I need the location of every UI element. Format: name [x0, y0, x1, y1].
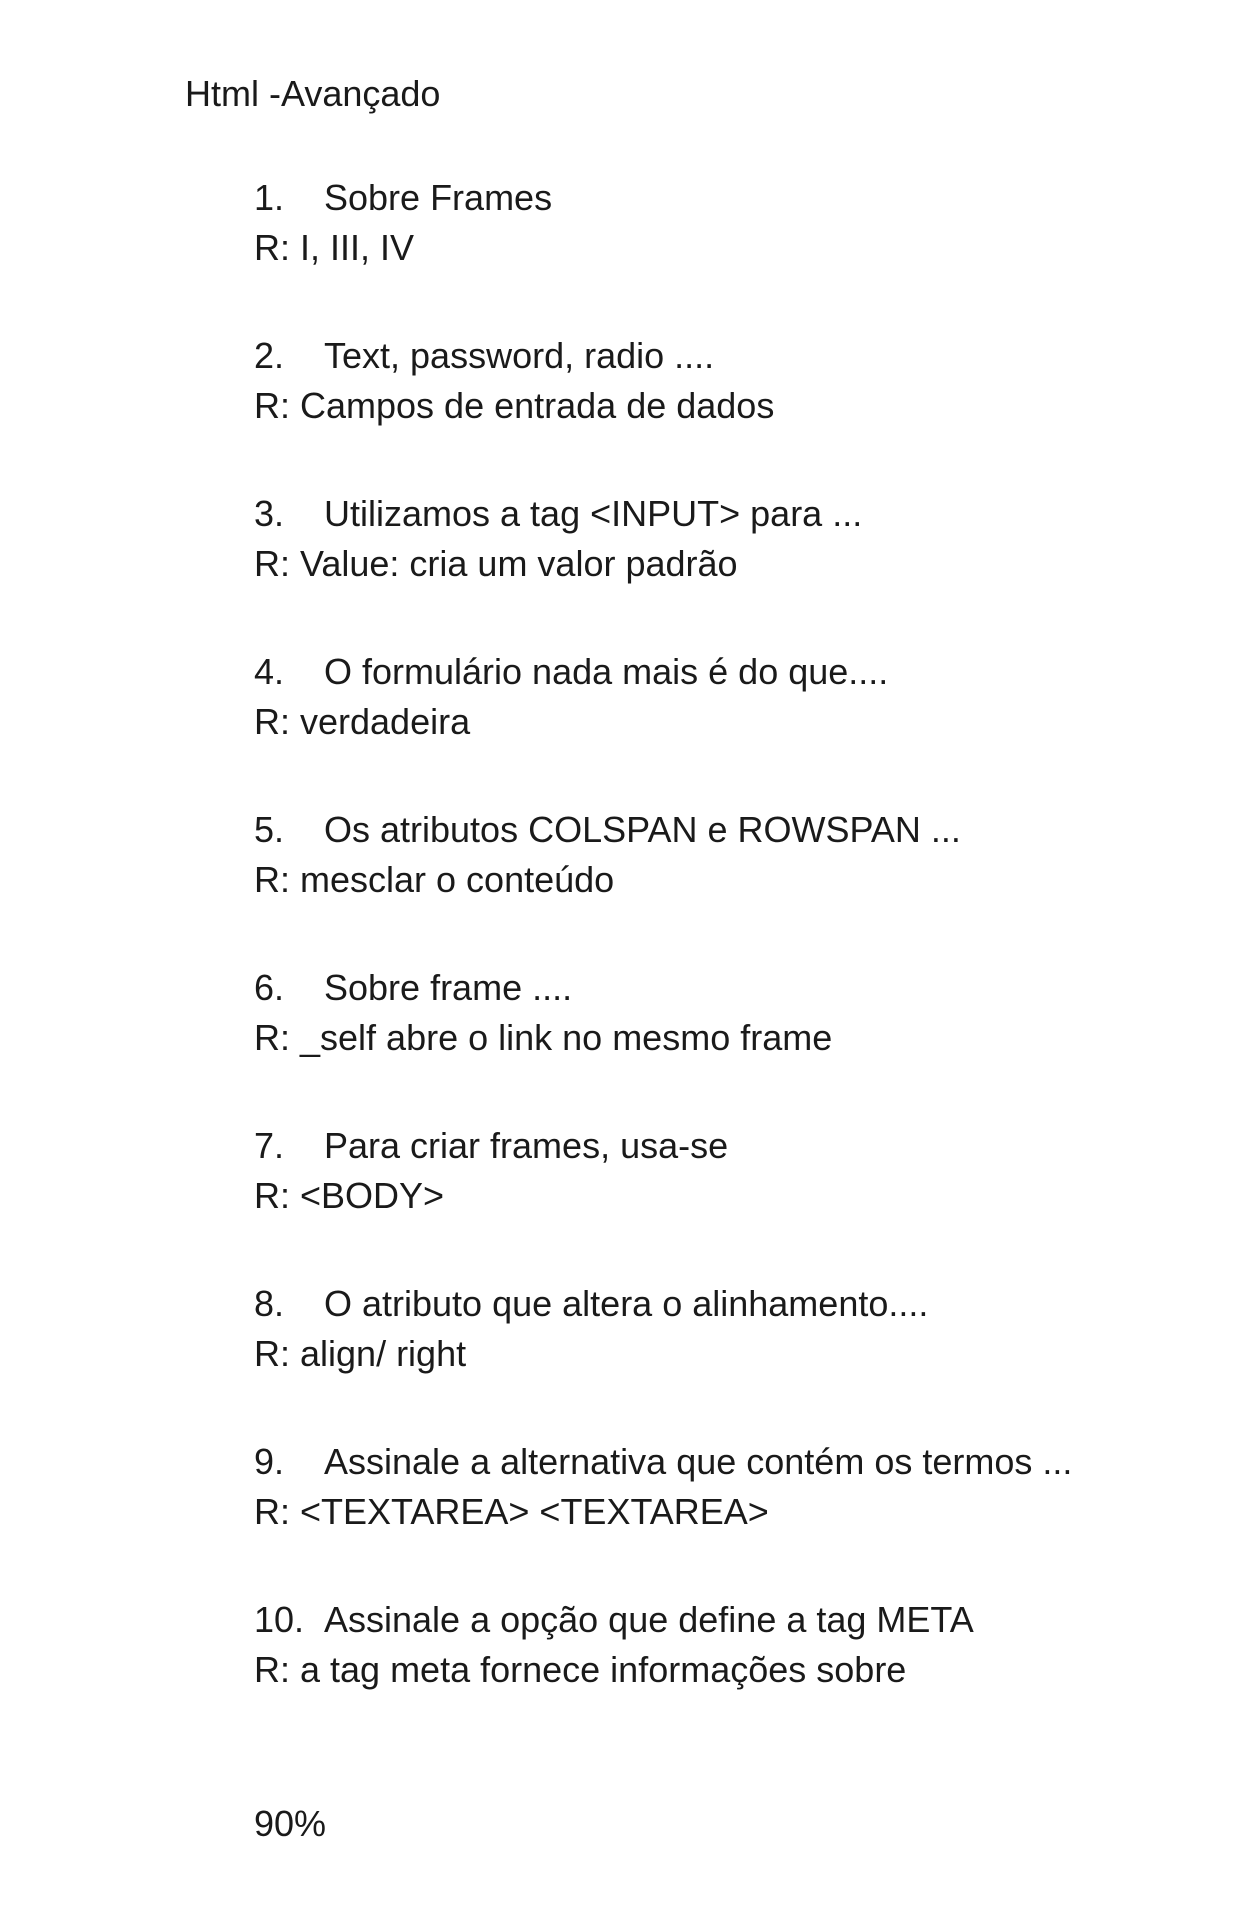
question-line	[254, 966, 1214, 1016]
question-text: Text, password, radio ....	[324, 335, 715, 376]
question-text: O atributo que altera o alinhamento....	[324, 1283, 929, 1324]
question-line	[254, 1124, 1214, 1174]
answer-text: R: Value: cria um valor padrão	[254, 543, 738, 584]
answer-text: R: verdadeira	[254, 701, 471, 742]
question-item-1	[254, 176, 1214, 334]
question-number: 2.	[254, 335, 285, 376]
answer-text: R: a tag meta fornece informações sobre	[254, 1649, 907, 1690]
question-number: 3.	[254, 493, 285, 534]
answer-text: R: mesclar o conteúdo	[254, 859, 615, 900]
question-number: 6.	[254, 967, 285, 1008]
question-number: 10.	[254, 1599, 305, 1640]
question-item-10	[254, 1598, 1214, 1756]
question-item-2	[254, 334, 1214, 492]
question-line	[254, 1598, 1214, 1648]
answer-text: R: Campos de entrada de dados	[254, 385, 775, 426]
question-text: Assinale a alternativa que contém os termos ...	[324, 1441, 1073, 1482]
answer-text: R: _self abre o link no mesmo frame	[254, 1017, 833, 1058]
question-number: 1.	[254, 177, 285, 218]
question-text: Os atributos COLSPAN e ROWSPAN ...	[324, 809, 961, 850]
question-line	[254, 176, 1214, 226]
question-item-9	[254, 1440, 1214, 1598]
question-text: Para criar frames, usa-se	[324, 1125, 729, 1166]
question-number: 4.	[254, 651, 285, 692]
question-line	[254, 650, 1214, 700]
question-line	[254, 1282, 1214, 1332]
question-text: Assinale a opção que define a tag META	[324, 1599, 974, 1640]
answer-text: R: <TEXTAREA> <TEXTAREA>	[254, 1491, 769, 1532]
question-line	[254, 492, 1214, 542]
question-line	[254, 334, 1214, 384]
question-list	[254, 176, 1214, 1756]
question-number: 8.	[254, 1283, 285, 1324]
answer-text: R: I, III, IV	[254, 227, 415, 268]
question-line	[254, 808, 1214, 858]
question-text: O formulário nada mais é do que....	[324, 651, 889, 692]
question-line	[254, 1440, 1214, 1490]
score-text: 90%	[254, 1803, 327, 1844]
question-text: Sobre frame ....	[324, 967, 573, 1008]
answer-text: R: align/ right	[254, 1333, 467, 1374]
question-text: Sobre Frames	[324, 177, 553, 218]
question-item-3	[254, 492, 1214, 650]
document-title: Html -Avançado	[185, 73, 441, 114]
question-number: 7.	[254, 1125, 285, 1166]
answer-text: R: <BODY>	[254, 1175, 445, 1216]
question-item-6	[254, 966, 1214, 1124]
question-number: 9.	[254, 1441, 285, 1482]
question-item-4	[254, 650, 1214, 808]
question-number: 5.	[254, 809, 285, 850]
question-item-8	[254, 1282, 1214, 1440]
question-text: Utilizamos a tag <INPUT> para ...	[324, 493, 863, 534]
question-item-7	[254, 1124, 1214, 1282]
question-item-5	[254, 808, 1214, 966]
